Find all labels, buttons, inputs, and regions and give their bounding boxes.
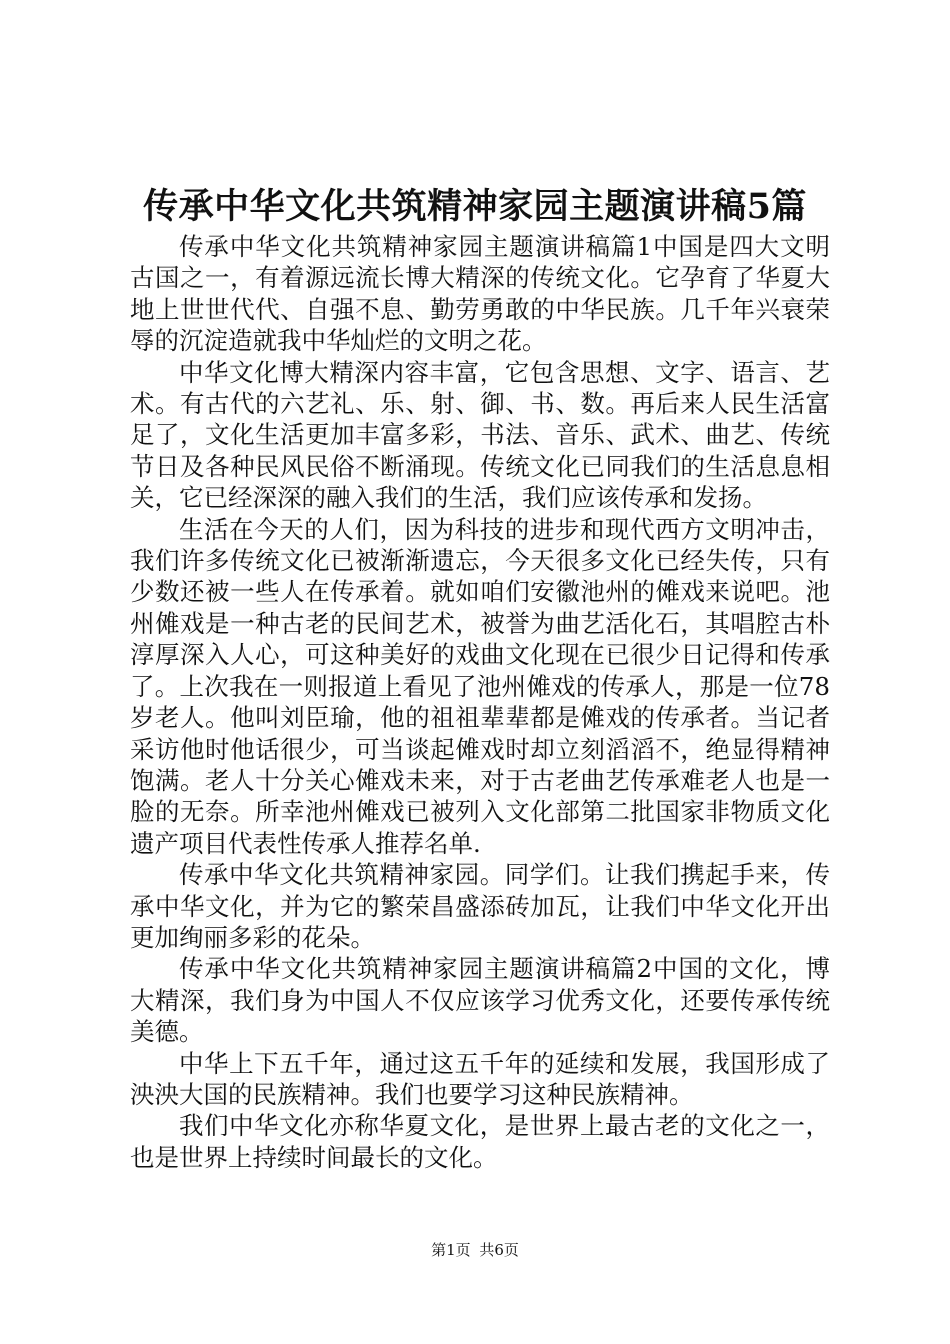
paragraph-2: 中华文化博大精深内容丰富，它包含思想、文字、语言、艺术。有古代的六艺礼、乐、射、御、书、数。再后来人民生活富足了，文化生活更加丰富多彩，书法、音乐、武术、曲艺、传统节日及各种民风民俗不断涌现。传统文化已同我们的生活息息相关，它已经深深的融入我们的生活，我们应该传承和发扬。 <box>130 357 830 513</box>
paragraph-4: 传承中华文化共筑精神家园。同学们。让我们携起手来，传承中华文化，并为它的繁荣昌盛添砖加瓦，让我们中华文化开出更加绚丽多彩的花朵。 <box>130 860 830 952</box>
page-number-total: 共6页 <box>479 1241 519 1259</box>
paragraph-7: 我们中华文化亦称华夏文化，是世界上最古老的文化之一，也是世界上持续时间最长的文化。 <box>130 1111 830 1172</box>
page-footer <box>0 1240 950 1260</box>
paragraph-6: 中华上下五千年，通过这五千年的延续和发展，我国形成了泱泱大国的民族精神。我们也要学习这种民族精神。 <box>130 1048 830 1109</box>
paragraph-1: 传承中华文化共筑精神家园主题演讲稿篇1中国是四大文明古国之一，有着源远流长博大精深的传统文化。它孕育了华夏大地上世世代代、自强不息、勤劳勇敢的中华民族。几千年兴衰荣辱的沉淀造就我中华灿烂的文明之花。 <box>130 232 830 356</box>
page-number-current: 第1页 <box>431 1241 471 1259</box>
document-body <box>130 231 830 1173</box>
paragraph-3: 生活在今天的人们，因为科技的进步和现代西方文明冲击，我们许多传统文化已被渐渐遗忘，今天很多文化已经失传，只有少数还被一些人在传承着。就如咱们安徽池州的傩戏来说吧。池州傩戏是一种古老的民间艺术，被誉为曲艺活化石，其唱腔古朴淳厚深入人心，可这种美好的戏曲文化现在已很少日记得和传承了。上次我在一则报道上看见了池州傩戏的传承人，那是一位78岁老人。他叫刘臣瑜，他的祖祖辈辈都是傩戏的传承者。当记者采访他时他话很少，可当谈起傩戏时却立刻滔滔不，绝显得精神饱满。老人十分关心傩戏未来，对于古老曲艺传承难老人也是一脸的无奈。所幸池州傩戏已被列入文化部第二批国家非物质文化遗产项目代表性传承人推荐名单. <box>130 514 830 858</box>
paragraph-5: 传承中华文化共筑精神家园主题演讲稿篇2中国的文化，博大精深，我们身为中国人不仅应该学习优秀文化，还要传承传统美德。 <box>130 954 830 1047</box>
document-title: 传承中华文化共筑精神家园主题演讲稿5篇 <box>143 186 807 227</box>
